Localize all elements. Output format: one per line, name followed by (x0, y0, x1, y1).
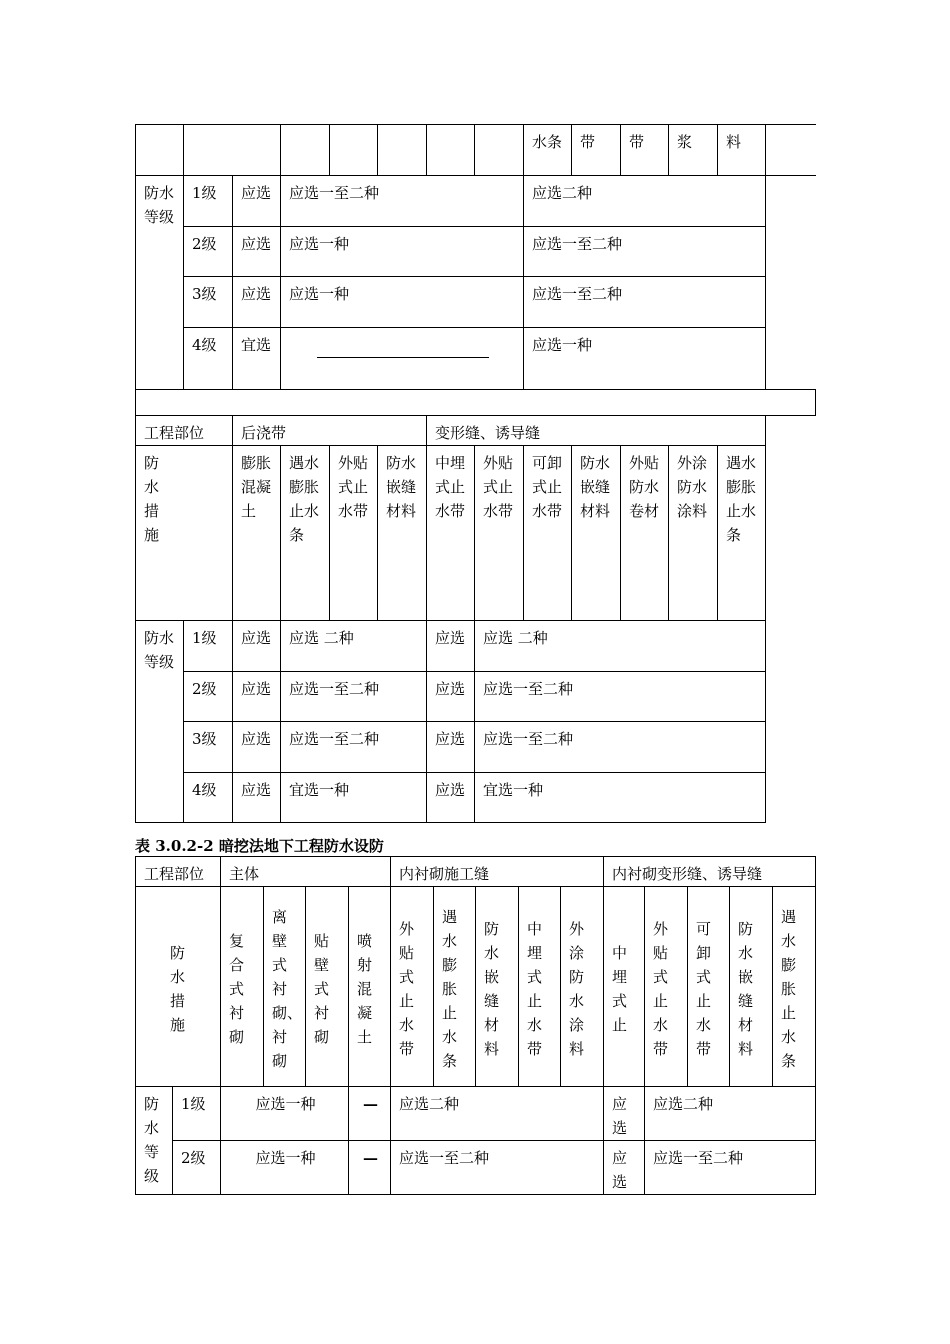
table-cell: 应选二种 (391, 1087, 604, 1141)
grade-cell: 3级 (184, 722, 233, 773)
table-cell: 带 (572, 125, 621, 176)
table-cell (766, 125, 816, 176)
table-cell: 应选 (427, 621, 475, 672)
table-row (136, 672, 816, 722)
table-cell (766, 416, 816, 823)
table-row (136, 773, 816, 823)
grade-cell: 2级 (173, 1141, 221, 1195)
measure-cell: 外贴式止水带 (645, 887, 688, 1087)
table-row (136, 416, 816, 446)
measure-cell: 防水嵌缝材料 (378, 446, 427, 621)
table-cell (136, 390, 816, 416)
measure-cell: 遇水膨胀止水条 (281, 446, 330, 621)
table-row (136, 176, 816, 227)
none-dash: — (349, 1141, 391, 1195)
measure-cell: 中埋式止 (604, 887, 645, 1087)
measure-cell: 外涂防水涂料 (561, 887, 604, 1087)
measure-cell: 可卸式止水带 (524, 446, 572, 621)
lining-joint-header: 内衬砌施工缝 (391, 857, 604, 887)
table-cell: 应选 (233, 277, 281, 328)
table-cell: 应选 (233, 672, 281, 722)
measure-cell: 外贴式止水带 (330, 446, 378, 621)
measure-cell: 贴壁式衬砌 (306, 887, 349, 1087)
table-row (136, 1141, 816, 1195)
table-row (136, 621, 816, 672)
measure-cell: 外涂防水涂料 (669, 446, 718, 621)
grade-cell: 4级 (184, 328, 233, 390)
table-row (136, 390, 816, 416)
table-cell (378, 125, 427, 176)
measure-cell: 防水嵌缝材料 (476, 887, 519, 1087)
table-row (136, 125, 816, 176)
table-row (136, 722, 816, 773)
table-cell: 应选 (427, 773, 475, 823)
table-cell: 应选 (233, 722, 281, 773)
table-cell (330, 125, 378, 176)
grade-cell: 1级 (184, 176, 233, 227)
waterproof-table-2 (135, 856, 816, 1195)
table-cell: 水条 (524, 125, 572, 176)
table-cell: 应选一至二种 (645, 1141, 816, 1195)
table-caption: 表 3.0.2-2 暗挖法地下工程防水设防 (135, 837, 384, 855)
grade-label: 防水等级 (136, 176, 184, 390)
table-cell: 应选 (427, 722, 475, 773)
table-row (136, 446, 816, 621)
table-cell: 宜选 (233, 328, 281, 390)
grade-cell: 2级 (184, 227, 233, 277)
measure-cell: 遇水膨胀止水条 (773, 887, 816, 1087)
measure-cell: 遇水膨胀止水条 (718, 446, 766, 621)
table-cell: 应选一种 (221, 1087, 349, 1141)
grade-cell: 1级 (184, 621, 233, 672)
table-cell: 应选二种 (524, 176, 766, 227)
table-cell: 应选一至二种 (391, 1141, 604, 1195)
measure-cell: 复合式衬砌 (221, 887, 264, 1087)
table-row (136, 328, 816, 390)
table-cell: 应选一种 (281, 277, 524, 328)
measure-cell: 喷射混凝土 (349, 887, 391, 1087)
none-line (317, 357, 489, 358)
post-pour-header: 后浇带 (233, 416, 427, 446)
grade-cell: 4级 (184, 773, 233, 823)
table-cell: 应选一至二种 (281, 722, 427, 773)
table-cell: 带 (621, 125, 669, 176)
table-cell: 应选 (233, 773, 281, 823)
table-cell: 应选一至二种 (475, 722, 766, 773)
deform-header: 变形缝、诱导缝 (427, 416, 766, 446)
table-row (136, 857, 816, 887)
table-cell: 应选 (604, 1087, 645, 1141)
table-row (136, 1087, 816, 1141)
table-cell: 宜选一种 (281, 773, 427, 823)
table-cell: 浆 (669, 125, 718, 176)
measure-cell: 中埋式止水带 (427, 446, 475, 621)
grade-cell: 3级 (184, 277, 233, 328)
main-header: 主体 (221, 857, 391, 887)
part-header: 工程部位 (136, 857, 221, 887)
none-dash: — (349, 1087, 391, 1141)
table-cell: 应选一种 (221, 1141, 349, 1195)
table-cell: 应选 (233, 227, 281, 277)
table-cell: 应选 二种 (475, 621, 766, 672)
measure-cell: 防水嵌缝材料 (730, 887, 773, 1087)
measure-cell: 外贴防水卷材 (621, 446, 669, 621)
waterproof-table-1 (135, 124, 816, 823)
table-cell: 应选一种 (281, 227, 524, 277)
table-cell: 宜选一种 (475, 773, 766, 823)
table-row (136, 277, 816, 328)
table-cell: 应选一种 (524, 328, 766, 390)
table-cell: 应选 (604, 1141, 645, 1195)
table-cell: 应选 (233, 176, 281, 227)
measure-cell: 防水嵌缝材料 (572, 446, 621, 621)
grade-label: 防水等级 (136, 621, 184, 823)
measure-cell: 膨胀混凝土 (233, 446, 281, 621)
measure-cell: 中埋式止水带 (519, 887, 561, 1087)
measure-cell: 外贴式止水带 (475, 446, 524, 621)
table-row (136, 227, 816, 277)
measure-cell: 外贴式止水带 (391, 887, 434, 1087)
table-cell: 应选一至二种 (281, 176, 524, 227)
table-cell (184, 125, 281, 176)
table-cell: 应选一至二种 (281, 672, 427, 722)
table-cell (281, 328, 524, 390)
measure-cell: 可卸式止水带 (688, 887, 730, 1087)
measure-cell: 遇水膨胀止水条 (434, 887, 476, 1087)
part-header: 工程部位 (136, 416, 233, 446)
table-cell (281, 125, 330, 176)
grade-label: 防水等级 (136, 1087, 173, 1195)
grade-cell: 1级 (173, 1087, 221, 1141)
measures-label: 防水措施 (136, 887, 221, 1087)
table-cell: 应选一至二种 (475, 672, 766, 722)
table-cell: 应选二种 (645, 1087, 816, 1141)
table-cell: 应选一至二种 (524, 277, 766, 328)
lining-deform-header: 内衬砌变形缝、诱导缝 (604, 857, 816, 887)
table-cell: 应选一至二种 (524, 227, 766, 277)
measure-cell: 离壁式衬砌、衬砌 (264, 887, 306, 1087)
grade-cell: 2级 (184, 672, 233, 722)
table-cell: 应选 二种 (281, 621, 427, 672)
table-cell (136, 125, 184, 176)
table-cell (475, 125, 524, 176)
table-cell: 应选 (427, 672, 475, 722)
table-cell (766, 176, 816, 390)
table-cell (427, 125, 475, 176)
table-cell: 料 (718, 125, 766, 176)
table-row (136, 887, 816, 1087)
table-cell: 应选 (233, 621, 281, 672)
measures-label: 防水措施 (136, 446, 233, 621)
